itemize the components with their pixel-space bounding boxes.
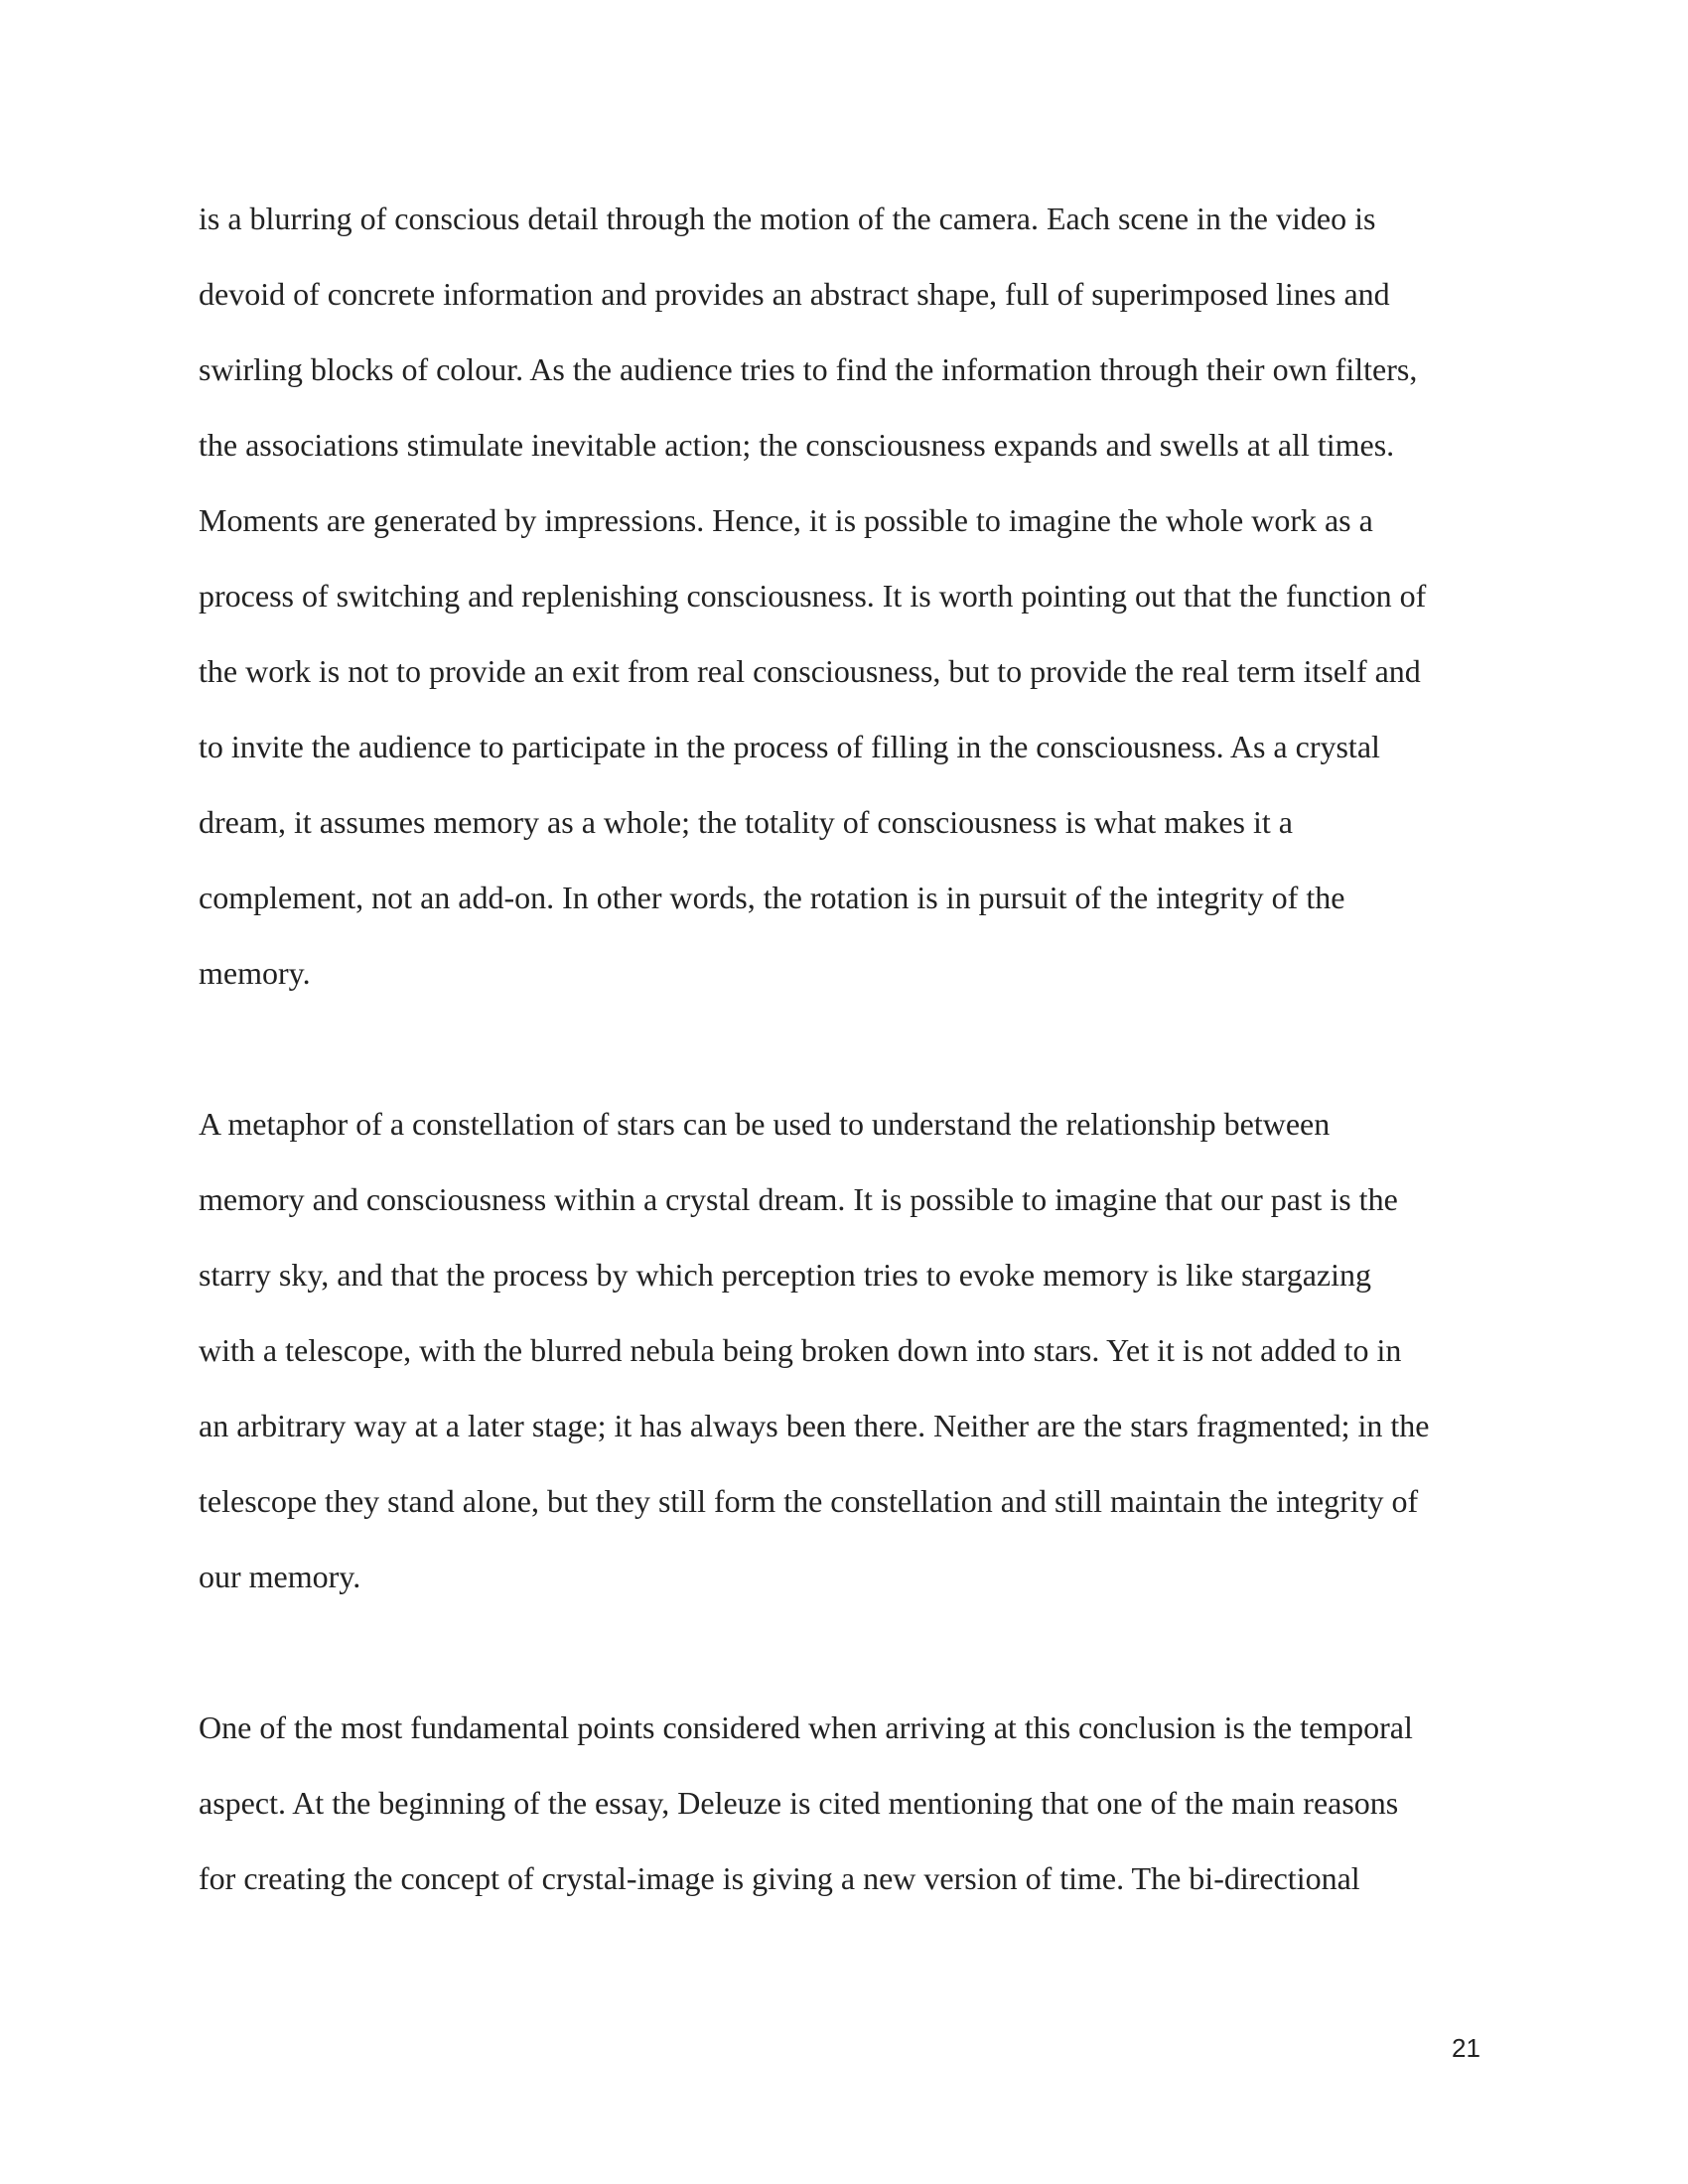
paragraph-1-line-1: is a blurring of conscious detail through the motion of the camera. Each scene in the video is (199, 201, 1376, 236)
paragraph-2-line-2: memory and consciousness within a crystal dream. It is possible to imagine that our past is the (199, 1181, 1398, 1217)
paragraph-1-line-8: to invite the audience to participate in the process of filling in the consciousness. As a crystal (199, 729, 1380, 764)
paragraph-1-line-2: devoid of concrete information and provides an abstract shape, full of superimposed lines and (199, 276, 1390, 312)
paragraph-3-line-3: for creating the concept of crystal-image is giving a new version of time. The bi-directional (199, 1860, 1360, 1896)
paragraph-1-line-10: complement, not an add-on. In other words, the rotation is in pursuit of the integrity of the (199, 880, 1345, 915)
paragraph-2-line-4: with a telescope, with the blurred nebula being broken down into stars. Yet it is not added to in (199, 1332, 1402, 1368)
paragraph-3-line-2: aspect. At the beginning of the essay, Deleuze is cited mentioning that one of the main reasons (199, 1785, 1399, 1821)
paragraph-2-line-1: A metaphor of a constellation of stars can be used to understand the relationship between (199, 1106, 1331, 1142)
paragraph-2-line-6: telescope they stand alone, but they still form the constellation and still maintain the integrity of (199, 1483, 1419, 1519)
paragraph-2-line-7: our memory. (199, 1559, 361, 1594)
paragraph-1-line-7: the work is not to provide an exit from real consciousness, but to provide the real term itself and (199, 653, 1421, 689)
page-number: 21 (1452, 2033, 1480, 2063)
paragraph-2-line-3: starry sky, and that the process by which perception tries to evoke memory is like stargazing (199, 1257, 1372, 1293)
paragraph-2-line-5: an arbitrary way at a later stage; it has always been there. Neither are the stars fragmented; in the (199, 1408, 1430, 1443)
paragraph-1-line-4: the associations stimulate inevitable action; the consciousness expands and swells at all times. (199, 427, 1395, 463)
paragraph-1-line-5: Moments are generated by impressions. Hence, it is possible to imagine the whole work as a (199, 502, 1373, 538)
paragraph-1-line-3: swirling blocks of colour. As the audience tries to find the information through their own filters, (199, 351, 1418, 387)
paragraph-1-line-6: process of switching and replenishing consciousness. It is worth pointing out that the function of (199, 578, 1427, 614)
paragraph-3-line-1: One of the most fundamental points considered when arriving at this conclusion is the temporal (199, 1709, 1413, 1745)
paragraph-1-line-9: dream, it assumes memory as a whole; the totality of consciousness is what makes it a (199, 804, 1293, 840)
paragraph-1-line-11: memory. (199, 955, 311, 991)
